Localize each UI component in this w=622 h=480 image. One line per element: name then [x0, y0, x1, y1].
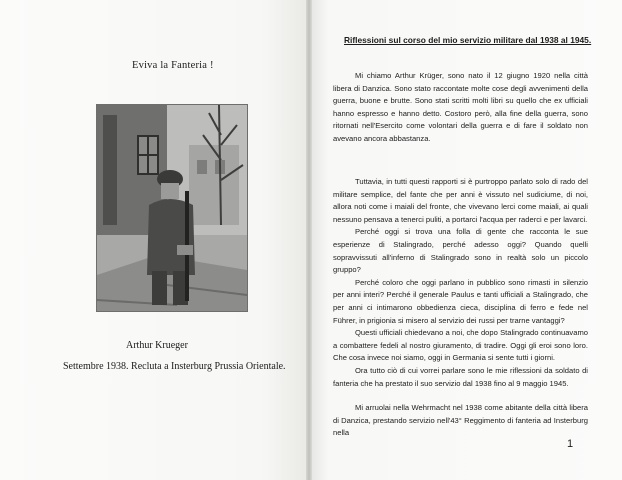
caption-line: Settembre 1938. Recluta a Insterburg Prussia Orientale.: [63, 361, 286, 372]
paragraph-2d-text: Questi ufficiali chiedevano a noi, che dopo Stalingrado continuavamo a combattere fedeli al nostro giuramento, di tradire. Oggi gli eroi sono loro. Che cosa invece noi siamo, oggi in Germania si sente tutti i giorni.: [333, 328, 588, 363]
paragraph-2: [333, 176, 588, 390]
caption-name: Arthur Krueger: [126, 340, 188, 351]
page-number: 1: [567, 438, 574, 450]
paragraph-1: [333, 70, 588, 146]
chapter-title: Riflessioni sul corso del mio servizio militare dal 1938 al 1945.: [344, 35, 592, 45]
paragraph-1-text: Mi chiamo Arthur Krüger, sono nato il 12 giugno 1920 nella città libera di Danzica. Sono stato raccontate molte cose degli avvenimenti della guerra, buone e brutte. Sono stati scritti molti libri su quello che ex ufficiali hanno espresso e hanno detto. Costoro però, alla fine della guerra, sono ritornati nell'Esercito come volontari della guerra e di fare il soldato non avevano ancora abbastanza.: [333, 71, 588, 143]
paragraph-2b-text: Perché oggi si trova una folla di gente che racconta le sue esperienze di Stalingrado, perché adesso oggi? Quando quelli sopravvissuti all'inferno di Stalingrado sono in realtà solo un piccolo gruppo?: [333, 227, 588, 275]
paragraph-2a-text: Tuttavia, in tutti questi rapporti si è purtroppo parlato solo di rado del militare semplice, del fante che per anni è vissuto nel sudiciume, di noi, allora noti come i maiali del fronte, che vivevano lerci come maiali, ai quali nessuno pensava a tenerci puliti, a portarci l'acqua per raderci e per lavarci.: [333, 177, 588, 224]
paragraph-2e-text: Ora tutto ciò di cui vorrei parlare sono le mie riflessioni da soldato di fanteria che ha prestato il suo servizio dal 1938 fino al 9 maggio 1945.: [333, 365, 588, 388]
book-gutter: [306, 0, 312, 480]
soldier-photo-image: [97, 105, 247, 311]
soldier-photo: [96, 104, 248, 312]
paragraph-3: [333, 402, 588, 440]
paragraph-3-text: Mi arruolai nella Wehrmacht nel 1938 come abitante della città libera di Danzica, prestando servizio nell'43° Reggimento di fanteria ad Insterburg nella: [333, 403, 588, 438]
motto-text: Eviva la Fanteria !: [132, 60, 214, 71]
paragraph-2c-text: Perché coloro che oggi parlano in pubblico sono rimasti in silenzio per anni interi? Perché il generale Paulus e tanti ufficiali a Stalingrado, che per anni ci intimarono obbedienza cieca, disciplina di ferro e fede nel Führer, in prigionia si misero al servizio dei russi per trarne vantaggi?: [333, 277, 588, 325]
